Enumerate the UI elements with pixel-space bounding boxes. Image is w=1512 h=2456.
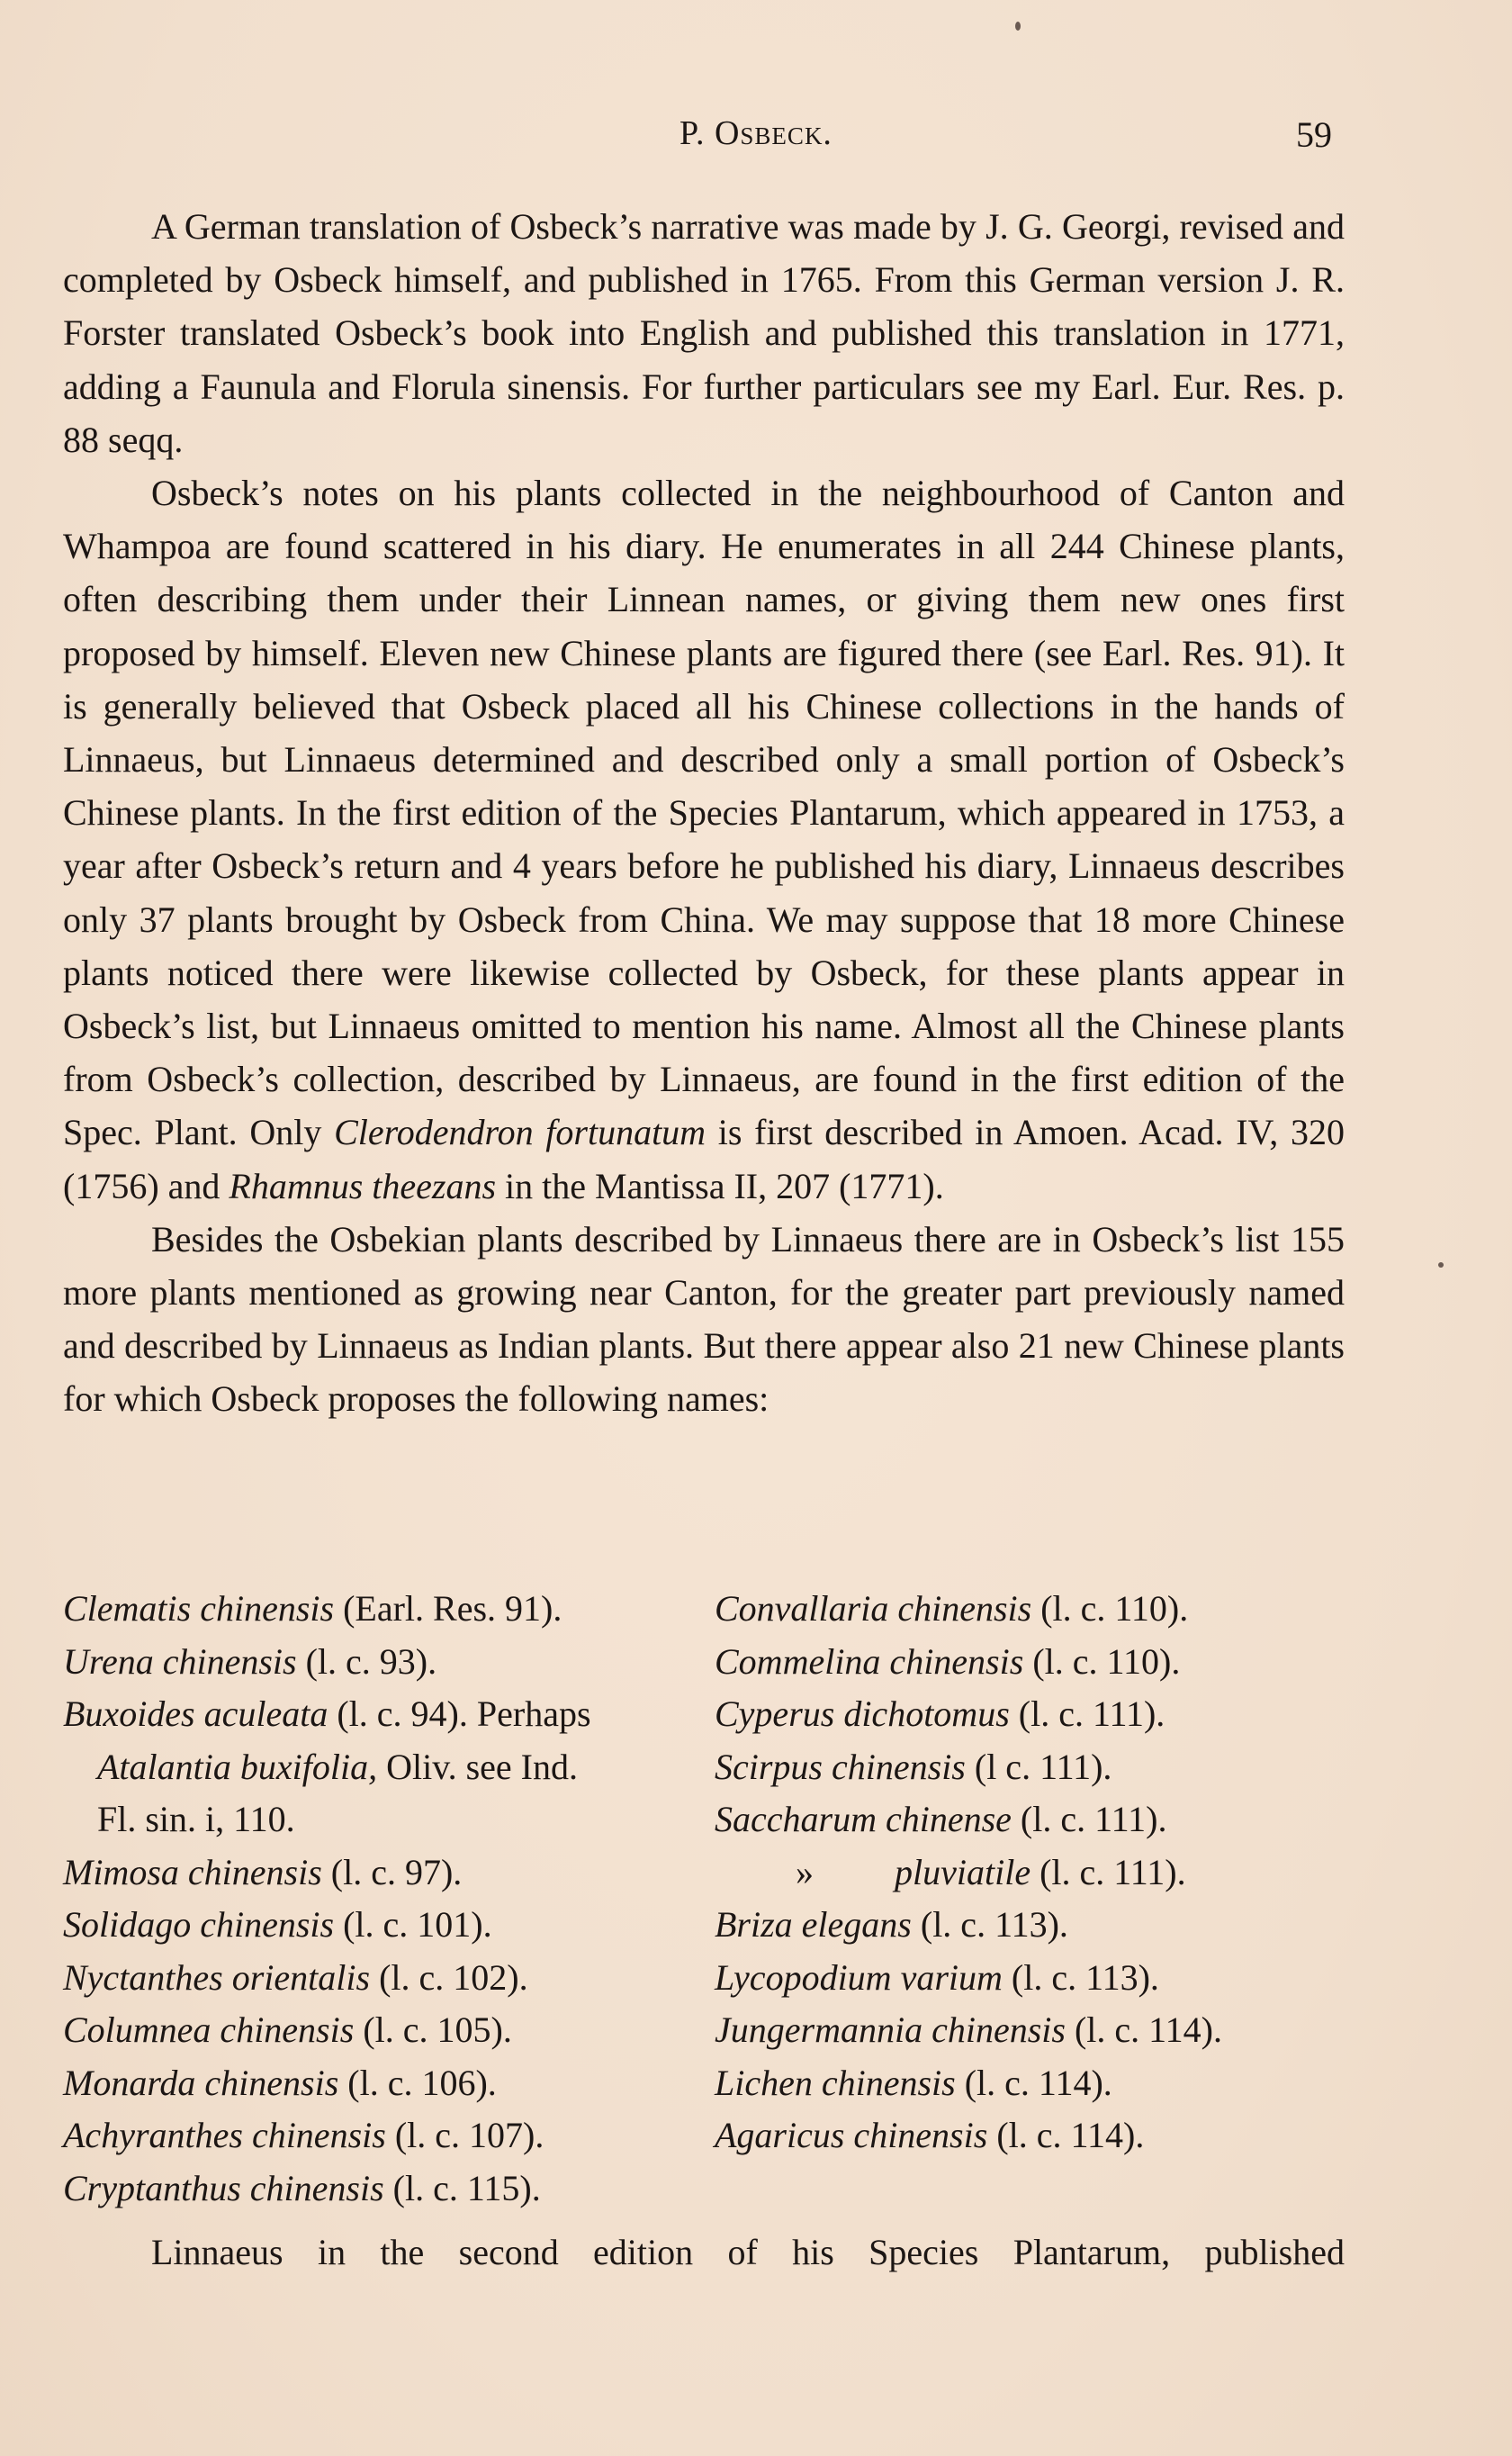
species-name: Cryptanthus chinensis bbox=[63, 2167, 384, 2208]
list-item bbox=[715, 2109, 1363, 2163]
species-name: Briza elegans bbox=[715, 1904, 912, 1945]
species-name: Mimosa chinensis bbox=[63, 1851, 322, 1892]
species-list-right bbox=[715, 1583, 1363, 2163]
reference: (l. c. 101). bbox=[334, 1904, 492, 1945]
body-text bbox=[63, 200, 1345, 1426]
list-item bbox=[63, 1741, 693, 1794]
running-title: P. Osbeck. bbox=[680, 114, 832, 152]
list-item bbox=[63, 1793, 693, 1847]
reference: (l. c. 93). bbox=[296, 1640, 437, 1682]
list-item bbox=[715, 2057, 1363, 2110]
list-item bbox=[63, 1583, 693, 1636]
reference: (l. c. 111). bbox=[1030, 1851, 1186, 1892]
species-name: Scirpus chinensis bbox=[715, 1746, 966, 1787]
species-name: Commelina chinensis bbox=[715, 1640, 1024, 1682]
page-header bbox=[0, 113, 1512, 167]
paragraph-text: Osbeck’s notes on his plants collected in the neighbourhood of Canton and Whampoa are found scattered in his diary. He enumerates in all 244 Chinese plants, often describing them under their Linnean names, or giving them new ones first proposed by himself. Eleven new Chinese plants are figured there (see Earl. Res. 91). It is generally believed that Osbeck placed all his Chinese collections in the hands of Linnaeus, but Linnaeus determined and described only a small portion of Osbeck’s Chinese plants. In the first edition of the Species Plantarum, which appeared in 1753, a year after Osbeck’s return and 4 years before he published his diary, Linnaeus describes only 37 plants brought by Osbeck from China. We may suppose that 18 more Chinese plants noticed there were likewise collected by Osbeck, for these plants appear in Osbeck’s list, but Linnaeus omitted to mention his name. Almost all the Chinese plants from Osbeck’s collection, described by Linnaeus, are found in the first edition of the Spec. Plant. Only bbox=[63, 473, 1345, 1153]
page-number: 59 bbox=[1296, 114, 1332, 155]
reference: (l. c. 110). bbox=[1023, 1640, 1181, 1682]
species-name: Lichen chinensis bbox=[715, 2062, 956, 2103]
reference: (l. c. 94). Perhaps bbox=[328, 1693, 591, 1734]
list-item bbox=[63, 2004, 693, 2057]
list-item bbox=[63, 1636, 693, 1689]
list-item bbox=[63, 1952, 693, 2005]
paragraph-text: in the Mantissa II, 207 (1771). bbox=[496, 1165, 944, 1206]
species-name: Columnea chinensis bbox=[63, 2009, 355, 2050]
reference: (l. c. 105). bbox=[354, 2009, 512, 2050]
species-name: Buxoides aculeata bbox=[63, 1693, 328, 1734]
species-name: Nyctanthes orientalis bbox=[63, 1956, 371, 1998]
list-item bbox=[63, 1688, 693, 1741]
reference: (l. c. 113). bbox=[911, 1904, 1068, 1945]
list-item bbox=[63, 2109, 693, 2163]
species-name: Monarda chinensis bbox=[63, 2062, 339, 2103]
reference: (l. c. 114). bbox=[987, 2115, 1145, 2155]
reference: Fl. sin. i, 110. bbox=[97, 1799, 295, 1839]
list-item bbox=[715, 1741, 1363, 1794]
species-name: Clerodendron fortunatum bbox=[334, 1112, 706, 1153]
species-name: Urena chinensis bbox=[63, 1640, 297, 1682]
species-name: Achyranthes chinensis bbox=[63, 2115, 386, 2155]
ditto-mark: » bbox=[796, 1851, 814, 1892]
reference: (l. c. 114). bbox=[1065, 2009, 1222, 2050]
reference: (l. c. 107). bbox=[385, 2115, 544, 2155]
species-name: Rhamnus theezans bbox=[229, 1165, 497, 1206]
species-name: pluviatile bbox=[895, 1851, 1031, 1892]
reference: (l. c. 102). bbox=[370, 1956, 528, 1998]
species-name: Jungermannia chinensis bbox=[715, 2009, 1066, 2050]
list-item bbox=[715, 2004, 1363, 2057]
list-item bbox=[63, 2057, 693, 2110]
paragraph-text: is first described in Amoen. Acad. IV, 320 (1756) and bbox=[63, 1112, 1345, 1206]
reference: (l. c. 114). bbox=[955, 2062, 1112, 2103]
species-name: Solidago chinensis bbox=[63, 1904, 335, 1945]
ink-speck bbox=[1015, 22, 1021, 31]
reference: (l. c. 113). bbox=[1002, 1956, 1159, 1998]
reference: (l. c. 111). bbox=[1009, 1693, 1166, 1734]
list-item bbox=[63, 1847, 693, 1900]
paragraph bbox=[63, 466, 1345, 1213]
paragraph bbox=[63, 200, 1345, 466]
species-name: Saccharum chinense bbox=[715, 1799, 1012, 1839]
species-name: Atalantia buxifolia, bbox=[97, 1746, 378, 1787]
reference: Oliv. see Ind. bbox=[377, 1746, 579, 1787]
paragraph bbox=[63, 1213, 1345, 1426]
species-list-left bbox=[63, 1583, 693, 2215]
species-name: Clematis chinensis bbox=[63, 1588, 335, 1629]
species-name: Convallaria chinensis bbox=[715, 1588, 1032, 1629]
list-item bbox=[715, 1793, 1363, 1847]
reference: (l. c. 111). bbox=[1011, 1799, 1167, 1839]
ink-speck bbox=[1438, 1262, 1444, 1268]
list-item bbox=[715, 1636, 1363, 1689]
list-item bbox=[715, 1899, 1363, 1952]
list-item bbox=[715, 1847, 1363, 1900]
paragraph-text: A German translation of Osbeck’s narrative was made by J. G. Georgi, revised and completed by Osbeck himself, and published in 1765. From this German version J. R. Forster translated Osbeck’s book into English and published this translation in 1771, adding a Faunula and Florula sinensis. For further particulars see my Earl. Eur. Res. p. 88 seqq. bbox=[63, 206, 1345, 460]
list-item bbox=[63, 1899, 693, 1952]
species-name: Agaricus chinensis bbox=[715, 2115, 988, 2155]
reference: (l. c. 97). bbox=[321, 1851, 463, 1892]
species-name: Lycopodium varium bbox=[715, 1956, 1003, 1998]
reference: (l. c. 110). bbox=[1031, 1588, 1189, 1629]
paragraph-text: Besides the Osbekian plants described by Linnaeus there are in Osbeck’s list 155 more plants mentioned as growing near Canton, for the greater part previously named and described by Linnaeus as Indian plants. But there appear also 21 new Chinese plants for which Osbeck proposes the following names: bbox=[63, 1218, 1345, 1420]
closing-line: Linnaeus in the second edition of his Species Plantarum, published bbox=[151, 2232, 1345, 2272]
reference: (l. c. 106). bbox=[338, 2062, 497, 2103]
reference: (l. c. 115). bbox=[383, 2167, 541, 2208]
list-item bbox=[715, 1688, 1363, 1741]
list-item bbox=[715, 1583, 1363, 1636]
reference: (l c. 111). bbox=[965, 1746, 1112, 1787]
species-name: Cyperus dichotomus bbox=[715, 1693, 1010, 1734]
reference: (Earl. Res. 91). bbox=[334, 1588, 562, 1629]
list-item bbox=[715, 1952, 1363, 2005]
list-item bbox=[63, 2163, 693, 2216]
